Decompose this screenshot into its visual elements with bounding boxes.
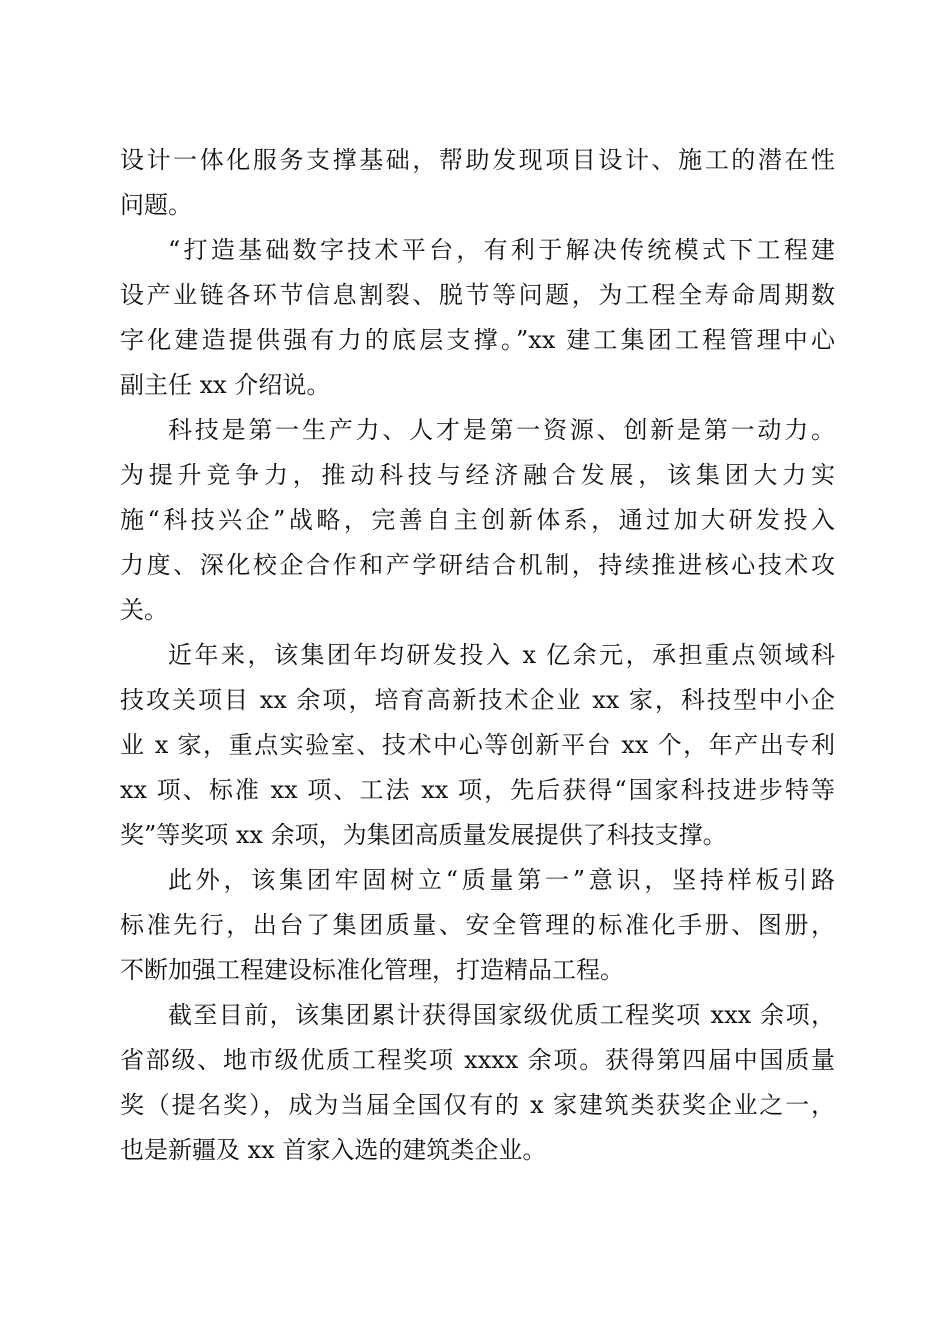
paragraph-line: 问题。 [120,191,192,219]
paragraph-line: 为提升竞争力，推动科技与经济融合发展，该集团大力实 [120,461,835,489]
paragraph-line: 设产业链各环节信息割裂、脱节等问题，为工程全寿命周期数 [120,281,835,309]
paragraph-line: 施“科技兴企”战略，完善自主创新体系，通过加大研发投入 [120,506,835,534]
paragraph-line: 力度、深化校企合作和产学研结合机制，持续推进核心技术攻 [120,551,835,579]
paragraph-line: 不断加强工程建设标准化管理，打造精品工程。 [120,956,624,984]
paragraph-line: 近年来，该集团年均研发投入 x 亿余元，承担重点领域科 [168,641,835,669]
paragraph-line: 奖（提名奖），成为当届全国仅有的 x 家建筑类获奖企业之一， [120,1091,835,1119]
paragraph-2 [120,228,835,408]
paragraph-line: 也是新疆及 xx 首家入选的建筑类企业。 [120,1136,547,1164]
paragraph-line: 此外，该集团牢固树立“质量第一”意识，坚持样板引路 [168,866,835,894]
paragraph-line: 关。 [120,596,168,624]
paragraph-line: 字化建造提供强有力的底层支撑。”xx 建工集团工程管理中心 [120,326,835,354]
paragraph-6 [120,993,835,1173]
paragraph-line: 设计一体化服务支撑基础，帮助发现项目设计、施工的潜在性 [120,146,835,174]
paragraph-5 [120,858,835,993]
document-body [120,138,835,1173]
paragraph-line: xx 项、标准 xx 项、工法 xx 项，先后获得“国家科技进步特等 [120,776,835,804]
paragraph-line: 省部级、地市级优质工程奖项 xxxx 余项。获得第四届中国质量 [120,1046,835,1074]
paragraph-line: 科技是第一生产力、人才是第一资源、创新是第一动力。 [168,416,835,444]
paragraph-line: 技攻关项目 xx 余项，培育高新技术企业 xx 家，科技型中小企 [120,686,835,714]
paragraph-1 [120,138,835,228]
paragraph-line: 业 x 家，重点实验室、技术中心等创新平台 xx 个，年产出专利 [120,731,835,759]
paragraph-line: 截至目前，该集团累计获得国家级优质工程奖项 xxx 余项， [168,1001,835,1029]
paragraph-3 [120,408,835,633]
paragraph-line: “打造基础数字技术平台，有利于解决传统模式下工程建 [168,236,835,264]
paragraph-line: 标准先行，出台了集团质量、安全管理的标准化手册、图册， [120,911,835,939]
paragraph-line: 奖”等奖项 xx 余项，为集团高质量发展提供了科技支撑。 [120,821,727,849]
paragraph-4 [120,633,835,858]
paragraph-line: 副主任 xx 介绍说。 [120,371,331,399]
